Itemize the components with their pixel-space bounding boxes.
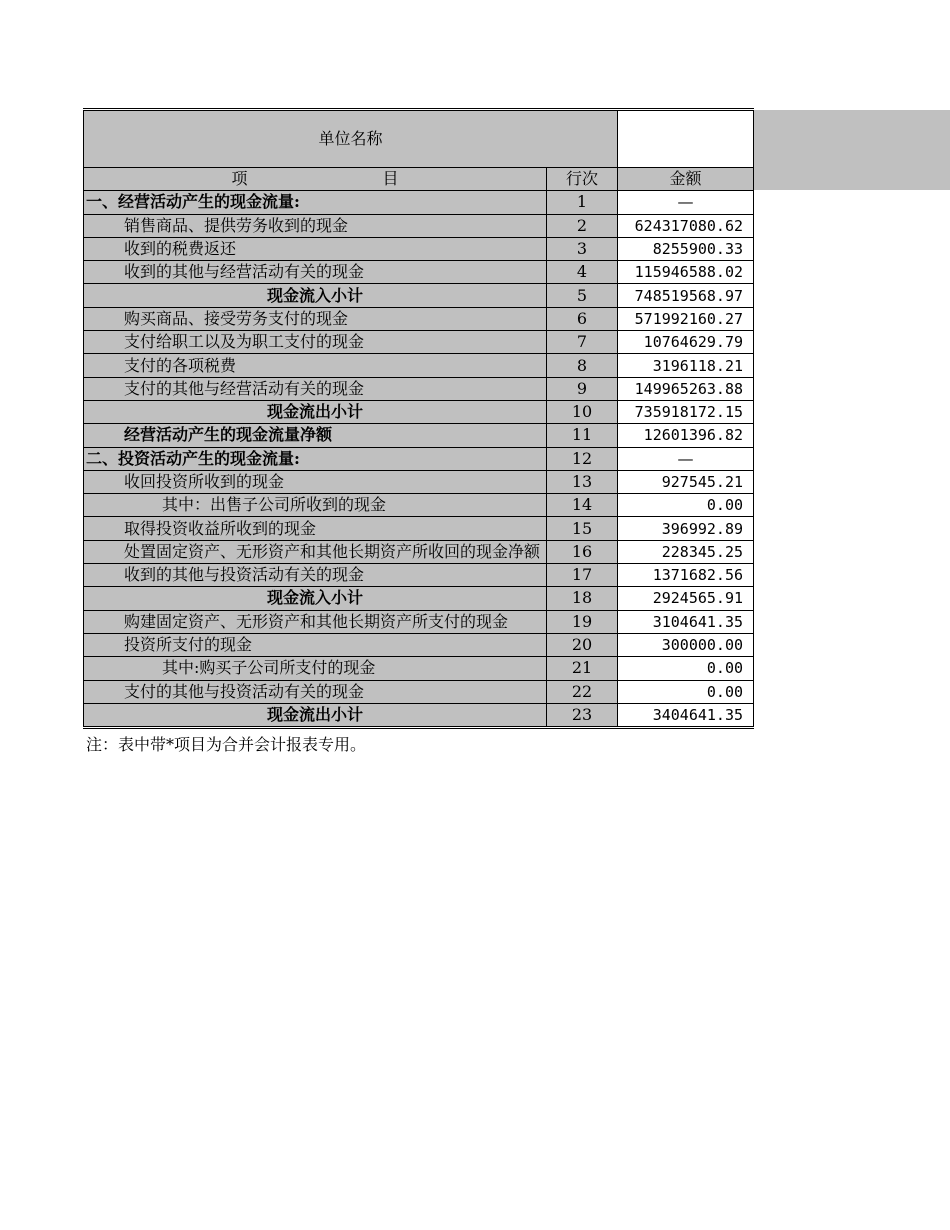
table-row — [84, 633, 754, 656]
row-item: 支付的其他与经营活动有关的现金 — [84, 377, 547, 400]
table-row — [84, 331, 754, 354]
row-amount[interactable]: 0.00 — [618, 657, 754, 680]
table-row — [84, 214, 754, 237]
row-line: 13 — [547, 470, 618, 493]
table-row — [84, 237, 754, 260]
table-row — [84, 191, 754, 214]
row-item: 处置固定资产、无形资产和其他长期资产所收回的现金净额 — [84, 540, 547, 563]
col-item-header-a: 项 — [231, 169, 248, 189]
col-amount-header: 金额 — [618, 168, 754, 191]
row-line: 11 — [547, 424, 618, 447]
table-row — [84, 377, 754, 400]
row-amount[interactable]: 300000.00 — [618, 633, 754, 656]
column-header-row — [84, 168, 754, 191]
row-line: 8 — [547, 354, 618, 377]
row-item: 支付的各项税费 — [84, 354, 547, 377]
row-item: 现金流出小计 — [84, 703, 547, 727]
row-amount[interactable]: 2924565.91 — [618, 587, 754, 610]
unit-name-label: 单位名称 — [84, 110, 618, 168]
table-row — [84, 284, 754, 307]
row-amount[interactable]: 735918172.15 — [618, 400, 754, 423]
row-line: 15 — [547, 517, 618, 540]
row-item: 取得投资收益所收到的现金 — [84, 517, 547, 540]
table-row — [84, 587, 754, 610]
row-item: 其中:购买子公司所支付的现金 — [84, 657, 547, 680]
table-row — [84, 703, 754, 727]
row-amount[interactable]: 571992160.27 — [618, 307, 754, 330]
table-row — [84, 564, 754, 587]
row-line: 14 — [547, 494, 618, 517]
row-item: 收到的其他与经营活动有关的现金 — [84, 261, 547, 284]
row-amount[interactable]: 927545.21 — [618, 470, 754, 493]
col-item-header-b: 目 — [382, 169, 399, 189]
row-line: 12 — [547, 447, 618, 470]
row-line: 21 — [547, 657, 618, 680]
footnote: 注：表中带*项目为合并会计报表专用。 — [86, 735, 367, 754]
row-amount[interactable]: 149965263.88 — [618, 377, 754, 400]
table-row — [84, 494, 754, 517]
row-amount[interactable]: 228345.25 — [618, 540, 754, 563]
table-row — [84, 657, 754, 680]
col-line-header: 行次 — [547, 168, 618, 191]
row-item: 购建固定资产、无形资产和其他长期资产所支付的现金 — [84, 610, 547, 633]
row-line: 3 — [547, 237, 618, 260]
row-line: 6 — [547, 307, 618, 330]
row-amount[interactable]: 3196118.21 — [618, 354, 754, 377]
row-item: 现金流入小计 — [84, 284, 547, 307]
row-line: 22 — [547, 680, 618, 703]
col-item-header — [84, 168, 547, 191]
table-row — [84, 517, 754, 540]
unit-name-value-cell[interactable] — [618, 110, 754, 168]
table-row — [84, 470, 754, 493]
row-item: 购买商品、接受劳务支付的现金 — [84, 307, 547, 330]
table-row — [84, 424, 754, 447]
row-line: 18 — [547, 587, 618, 610]
row-line: 20 — [547, 633, 618, 656]
row-amount[interactable]: 748519568.97 — [618, 284, 754, 307]
row-item: 经营活动产生的现金流量净额 — [84, 424, 547, 447]
row-line: 5 — [547, 284, 618, 307]
row-amount[interactable]: — — [618, 191, 754, 214]
row-line: 10 — [547, 400, 618, 423]
row-amount[interactable]: 8255900.33 — [618, 237, 754, 260]
row-item: 支付的其他与投资活动有关的现金 — [84, 680, 547, 703]
row-amount[interactable]: 624317080.62 — [618, 214, 754, 237]
row-line: 16 — [547, 540, 618, 563]
row-line: 19 — [547, 610, 618, 633]
table-row — [84, 447, 754, 470]
cash-flow-sheet — [83, 108, 753, 729]
row-amount[interactable]: 10764629.79 — [618, 331, 754, 354]
table-row — [84, 610, 754, 633]
row-amount[interactable]: 1371682.56 — [618, 564, 754, 587]
row-item: 销售商品、提供劳务收到的现金 — [84, 214, 547, 237]
row-item: 现金流入小计 — [84, 587, 547, 610]
row-amount[interactable]: 3404641.35 — [618, 703, 754, 727]
row-item: 其中：出售子公司所收到的现金 — [84, 494, 547, 517]
row-item: 投资所支付的现金 — [84, 633, 547, 656]
row-amount[interactable]: 3104641.35 — [618, 610, 754, 633]
row-amount[interactable]: 115946588.02 — [618, 261, 754, 284]
unit-name-row — [84, 110, 754, 168]
row-amount[interactable]: 396992.89 — [618, 517, 754, 540]
row-line: 7 — [547, 331, 618, 354]
row-item: 一、经营活动产生的现金流量: — [84, 191, 547, 214]
row-amount[interactable]: 0.00 — [618, 680, 754, 703]
row-amount[interactable]: 12601396.82 — [618, 424, 754, 447]
row-line: 17 — [547, 564, 618, 587]
table-row — [84, 307, 754, 330]
table-row — [84, 540, 754, 563]
table-row — [84, 680, 754, 703]
cash-flow-table — [83, 108, 754, 729]
row-line: 23 — [547, 703, 618, 727]
table-row — [84, 400, 754, 423]
row-item: 收回投资所收到的现金 — [84, 470, 547, 493]
row-line: 2 — [547, 214, 618, 237]
table-row — [84, 354, 754, 377]
row-line: 1 — [547, 191, 618, 214]
row-line: 4 — [547, 261, 618, 284]
row-item: 支付给职工以及为职工支付的现金 — [84, 331, 547, 354]
row-amount[interactable]: — — [618, 447, 754, 470]
row-amount[interactable]: 0.00 — [618, 494, 754, 517]
table-row — [84, 261, 754, 284]
row-line: 9 — [547, 377, 618, 400]
row-item: 现金流出小计 — [84, 400, 547, 423]
row-item: 收到的税费返还 — [84, 237, 547, 260]
row-item: 二、投资活动产生的现金流量: — [84, 447, 547, 470]
row-item: 收到的其他与投资活动有关的现金 — [84, 564, 547, 587]
